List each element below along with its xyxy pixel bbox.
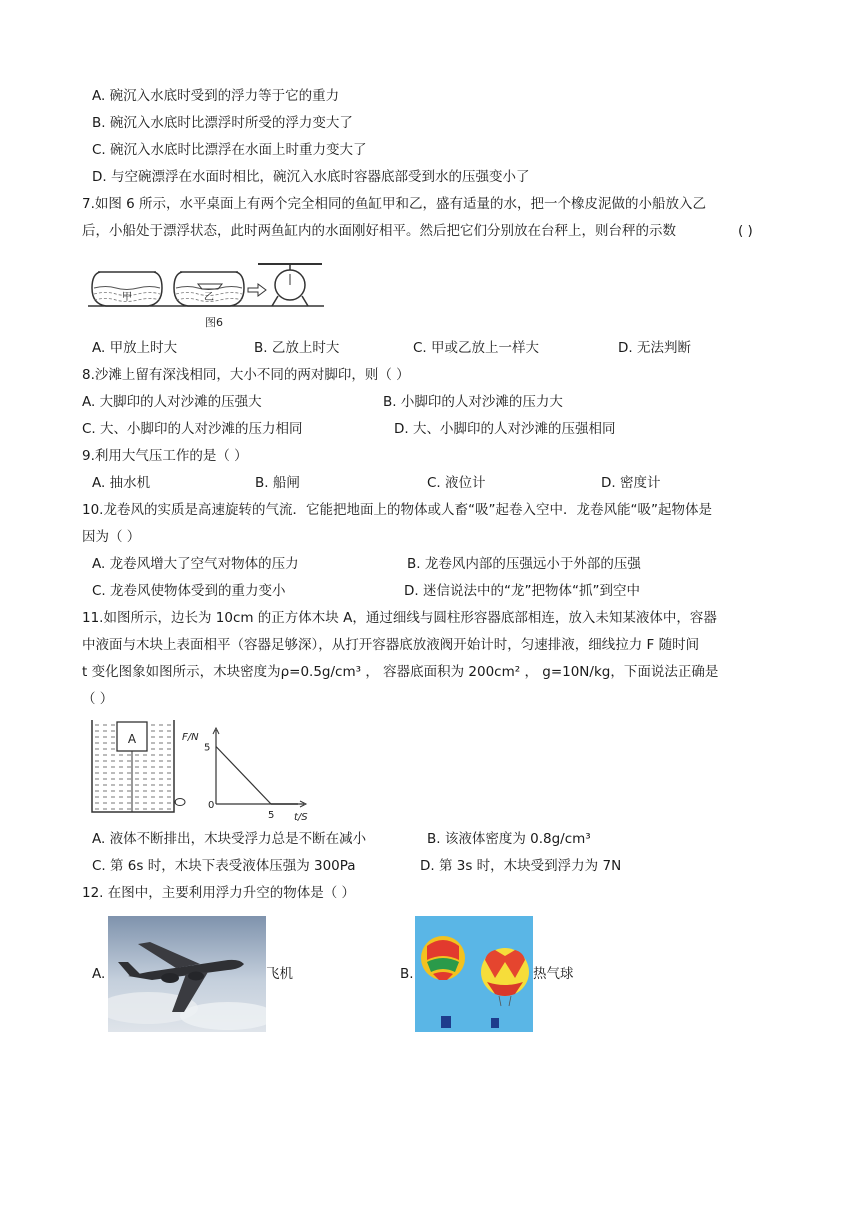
q11-stem-line-2: 中液面与木块上表面相平（容器足够深），从打开容器底放液阀开始计时，匀速排液，细线拉力 F 随时间 [82, 637, 700, 653]
q11-stem-line-4: （ ） [82, 691, 114, 707]
q10-stem-line-2: 因为（ ） [82, 529, 141, 545]
q10-option-c: C. 龙卷风使物体受到的重力变小 [92, 583, 286, 599]
tank-label-jia: 甲 [122, 292, 132, 303]
q9-option-a: A. 抽水机 [92, 475, 151, 491]
q8-option-b: B. 小脚印的人对沙滩的压力大 [383, 394, 563, 410]
q8-option-d: D. 大、小脚印的人对沙滩的压强相同 [394, 421, 616, 437]
y-axis-label: F/N [182, 732, 199, 743]
q7-figure [86, 258, 326, 330]
q11-option-b: B. 该液体密度为 0.8g/cm³ [427, 831, 591, 847]
platform-scale-icon [258, 264, 322, 306]
force-time-graph [182, 728, 308, 823]
q10-option-a: A. 龙卷风增大了空气对物体的压力 [92, 556, 299, 572]
q8-option-a: A. 大脚印的人对沙滩的压强大 [82, 394, 262, 410]
q10-option-b: B. 龙卷风内部的压强远小于外部的压强 [407, 556, 641, 572]
wood-block-label: A [127, 732, 137, 746]
q9-option-d: D. 密度计 [601, 475, 661, 491]
fish-tank-jia [92, 272, 162, 306]
q8-stem: 8.沙滩上留有深浅相同，大小不同的两对脚印，则（ ） [82, 367, 410, 383]
q6-option-b: B. 碗沉入水底时比漂浮时所受的浮力变大了 [92, 115, 353, 131]
q9-option-b: B. 船闸 [255, 475, 300, 491]
q7-stem-line-1: 7.如图 6 所示，水平桌面上有两个完全相同的鱼缸甲和乙，盛有适量的水，把一个橡皮泥做的小船放入乙 [82, 196, 707, 212]
q11-option-d: D. 第 3s 时，木块受到浮力为 7N [420, 858, 622, 874]
q12-option-a-letter: A. [92, 966, 106, 982]
balloon-left-icon [421, 936, 465, 980]
q9-option-c: C. 液位计 [427, 475, 486, 491]
q11-figure [86, 716, 326, 826]
clay-boat [198, 284, 222, 289]
hot-air-balloon-photo [415, 916, 533, 1032]
y-tick-label: 5 [204, 742, 211, 754]
force-line [216, 747, 271, 805]
q12-stem: 12. 在图中，主要利用浮力升空的物体是（ ） [82, 885, 356, 901]
drain-valve-icon [175, 799, 185, 806]
q8-option-c: C. 大、小脚印的人对沙滩的压力相同 [82, 421, 303, 437]
q10-stem-line-1: 10.龙卷风的实质是高速旋转的气流．它能把地面上的物体或人畜“吸”起卷入空中．龙卷风能“吸”起物体是 [82, 502, 712, 518]
origin-tick-label: 0 [208, 800, 215, 811]
x-tick-label: 5 [268, 810, 275, 821]
q12-option-a-text: 飞机 [266, 966, 293, 982]
q12-option-b-text: 热气球 [533, 966, 574, 982]
q6-option-d: D. 与空碗漂浮在水面时相比，碗沉入水底时容器底部受到水的压强变小了 [92, 169, 530, 185]
q7-answer-paren: ( ) [738, 223, 753, 239]
q9-stem: 9.利用大气压工作的是（ ） [82, 448, 248, 464]
right-arrow-icon [248, 284, 266, 296]
fish-tank-yi [174, 272, 244, 306]
q11-stem-line-1: 11.如图所示，边长为 10cm 的正方体木块 A，通过细线与圆柱形容器底部相连，放入未知某液体中，容器 [82, 610, 717, 626]
tank-label-yi: 乙 [204, 292, 214, 303]
q7-option-c: C. 甲或乙放上一样大 [413, 340, 540, 356]
q7-option-b: B. 乙放上时大 [254, 340, 340, 356]
q11-option-c: C. 第 6s 时，木块下表受液体压强为 300Pa [92, 858, 356, 874]
q10-option-d: D. 迷信说法中的“龙”把物体“抓”到空中 [404, 583, 640, 599]
cylinder-container [92, 720, 185, 812]
q7-option-a: A. 甲放上时大 [92, 340, 178, 356]
airplane-photo [108, 916, 266, 1032]
figure-6-caption: 图6 [205, 316, 223, 329]
q6-option-a: A. 碗沉入水底时受到的浮力等于它的重力 [92, 88, 340, 104]
q11-stem-line-3: t 变化图象如图所示，木块密度为ρ=0.5g/cm³ ， 容器底面积为 200cm² ， g=10N/kg，下面说法正确是 [82, 664, 719, 680]
q11-option-a: A. 液体不断排出，木块受浮力总是不断在减小 [92, 831, 367, 847]
q7-option-d: D. 无法判断 [618, 340, 691, 356]
q12-option-b-letter: B. [400, 966, 414, 982]
q6-option-c: C. 碗沉入水底时比漂浮在水面上时重力变大了 [92, 142, 367, 158]
x-axis-label: t/S [294, 812, 308, 823]
q7-stem-line-2: 后，小船处于漂浮状态，此时两鱼缸内的水面刚好相平。然后把它们分别放在台秤上，则台秤的示数 [82, 223, 676, 239]
